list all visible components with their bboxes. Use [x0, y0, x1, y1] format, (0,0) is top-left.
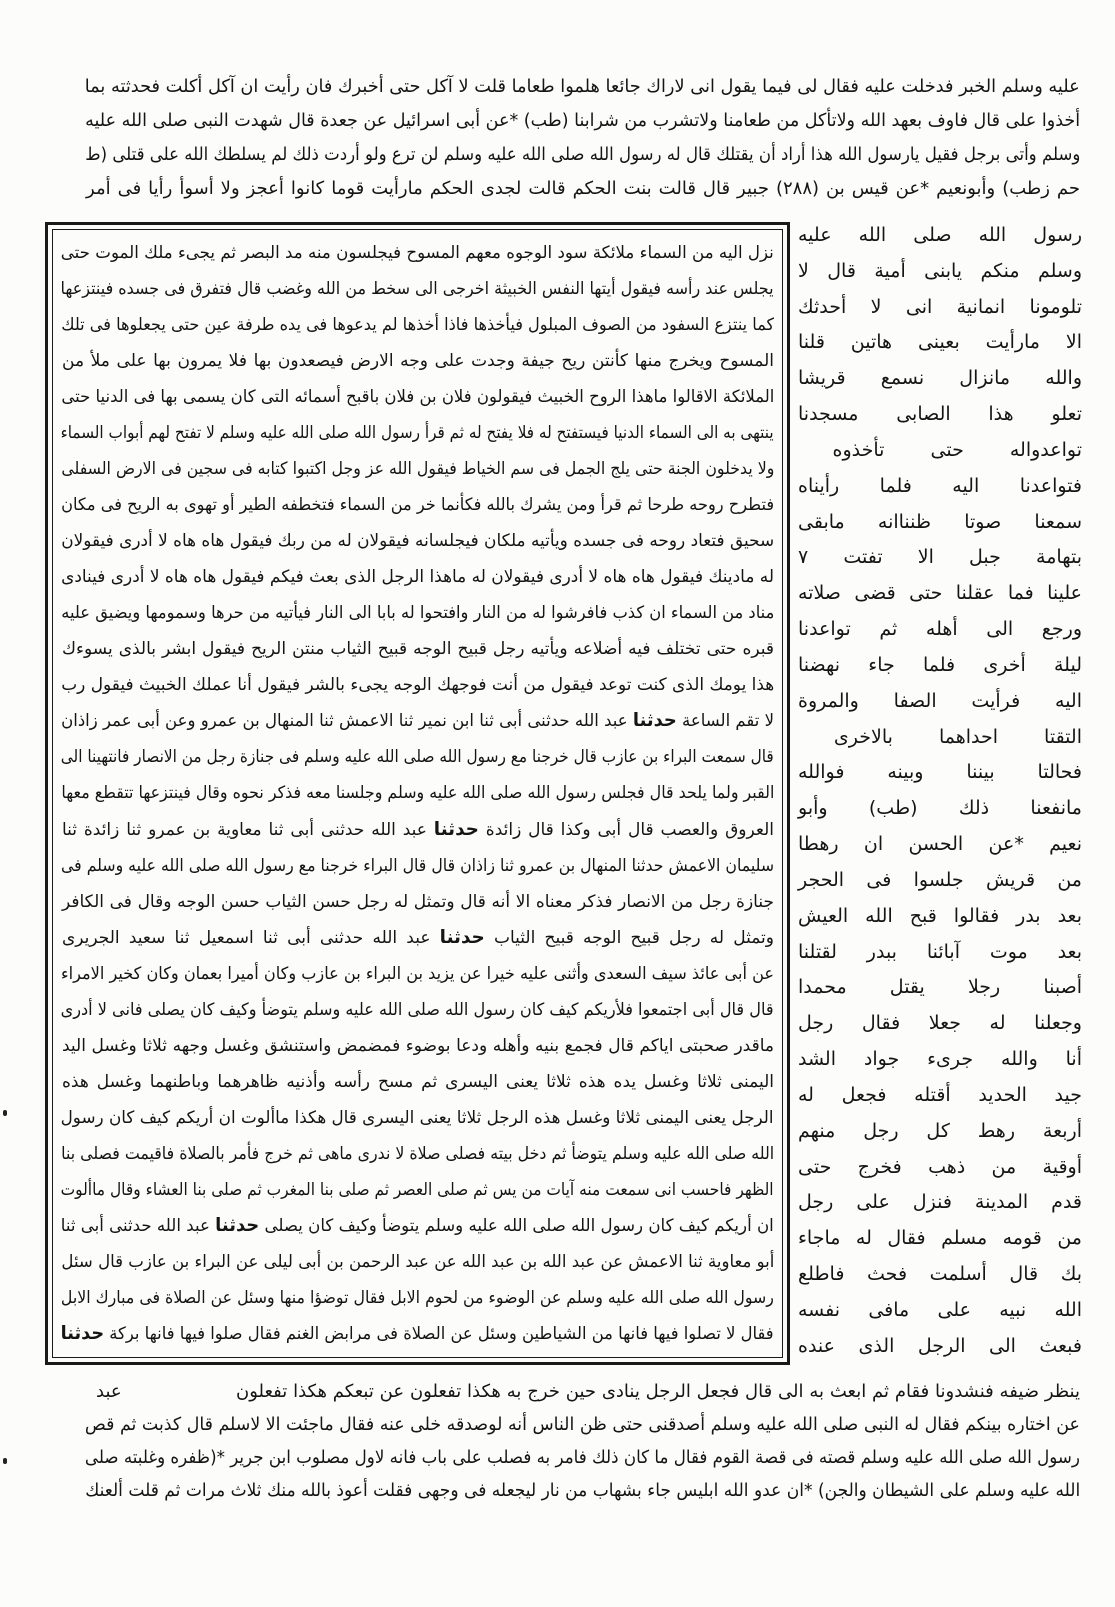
- main-line-5-text: الملائكة الاقالوا ماهذا الروح الخبيث فيقولون فلان بن فلان باقبح أسمائه التى كان يسمى بها فى الدنيا حتى: [61, 387, 774, 408]
- margin-line-19: [797, 863, 1082, 897]
- main-line-17-post: عبد الله حدثنى أبى ثنا معاوية بن عمرو ثنا زائدة ثنا: [61, 819, 427, 840]
- margin-commentary: [797, 218, 1082, 1363]
- margin-line-30: [797, 1257, 1082, 1291]
- page-number: (٢٨٨): [775, 178, 820, 199]
- margin-line-16: [797, 755, 1082, 789]
- main-line-9: [61, 524, 774, 558]
- margin-line-15-text: التقتا احداهما بالاخرى: [833, 725, 1082, 748]
- margin-line-20: [797, 899, 1082, 933]
- top-line-2: [85, 104, 1080, 138]
- main-line-1: [61, 236, 774, 270]
- margin-line-2-text: وسلم منكم يابنى أمية قال لا: [798, 259, 1082, 282]
- main-line-12: [61, 632, 774, 666]
- margin-line-20-text: بعد بدر فقالوا قبح الله العيش: [798, 904, 1082, 927]
- main-line-24-text: اليمنى ثلاثا وغسل يده هذه ثلاثا يعنى اليسرى ثم مسح رأسه وأذنيه ظاهرهما وباطنهما وغسل هذه: [62, 1071, 774, 1092]
- margin-line-27: [797, 1150, 1082, 1184]
- main-line-16-text: القبر ولما يلحد قال فجلس رسول الله صلى الله عليه وسلم وجلسنا معه فذكر نحوه وقال فينتزعها تتقطع معها: [61, 783, 774, 804]
- main-line-14-post: عبد الله حدثنى أبى ثنا ابن نمير ثنا الاعمش ثنا المنهال بن عمرو وعن أبى عمر زاذان: [61, 711, 628, 732]
- margin-line-5-text: والله مانزال نسمع قريشا: [798, 367, 1082, 390]
- margin-line-27-text: أوقية من ذهب فخرج حتى: [798, 1155, 1082, 1178]
- main-line-31-pre: فقال لا تصلوا فيها فانها من الشياطين وسئل عن الصلاة فى مرابض الغنم فقال صلوا فيها فانها بركة: [109, 1323, 774, 1344]
- main-line-26: [61, 1137, 774, 1171]
- bottom-line-1: [235, 1375, 1080, 1408]
- margin-line-30-text: بك قال أسلمت فحث فاطلع: [798, 1263, 1082, 1286]
- main-line-13: [61, 668, 774, 702]
- main-line-14-pre: لا تقم الساعة: [681, 711, 774, 732]
- main-line-27-text: الظهر فاحسب انى سمعت منه آيات من يس ثم صلى العصر ثم صلى بنا المغرب ثم صلى بنا العشاء وقال ماألوت: [61, 1179, 774, 1200]
- main-line-21: [61, 957, 774, 991]
- main-line-17-text: [62, 813, 774, 847]
- main-line-28-pre: ان أريكم كيف كان رسول الله صلى الله عليه وسلم يتوضأ وكيف كان يصلى: [264, 1215, 774, 1236]
- margin-line-8-text: فتواعدنا اليه فلما رأيناه: [798, 474, 1082, 497]
- main-line-21-text: عن أبى عائذ سيف السعدى وأثنى عليه خيرا عن يزيد بن البراء بن عازب وكان أميرا بعمان وكان كخير الامراء: [61, 963, 774, 984]
- margin-line-26: [797, 1114, 1082, 1148]
- main-line-14: [61, 704, 774, 738]
- main-line-3-text: كما ينتزع السفود من الصوف المبلول فيأخذها فاذا أخذها لم يدعوها فى يده طرفة عين حتى يجعلوها فى تلك: [61, 315, 774, 336]
- margin-line-23-text: وجعلنا له جعلا فقال رجل: [798, 1012, 1082, 1035]
- margin-line-1-text: رسول الله صلى الله عليه: [798, 224, 1082, 246]
- margin-line-32: [797, 1329, 1082, 1363]
- main-line-11-text: مناد من السماء ان كذب فافرشوا له من النار وافتحوا له بابا الى النار فيأتيه من حرها وسمومها ويضيق عليه: [61, 603, 774, 624]
- main-line-24: [61, 1065, 774, 1099]
- scan-speck: [3, 1458, 7, 1464]
- margin-line-8: [797, 469, 1082, 503]
- main-line-14-text: [61, 704, 774, 738]
- margin-line-21-text: بعد موت آبائنا ببدر لقتلنا: [798, 940, 1082, 963]
- margin-line-13-text: ليلة أخرى فلما جاء نهضنا: [798, 653, 1082, 676]
- margin-line-11: [797, 576, 1082, 610]
- margin-line-2: [797, 254, 1082, 288]
- main-line-2-text: يجلس عند رأسه فيقول أيتها النفس الخبيثة اخرجى الى سخط من الله وغضب قال فتفرق فى جسده فينتزعها: [61, 279, 774, 300]
- margin-line-7: [797, 433, 1082, 467]
- margin-line-25-text: جيد الحديد أقتله فجعل له: [798, 1083, 1082, 1106]
- main-line-4: [61, 344, 774, 378]
- margin-line-10: [797, 540, 1082, 574]
- bottom-text-block: [85, 1375, 1080, 1507]
- main-line-30: [61, 1281, 774, 1315]
- margin-line-9-text: سمعنا صوتا ظنناانه مابقى: [798, 510, 1082, 533]
- main-line-15: [61, 740, 774, 774]
- hadathana-marker: حدثنا: [433, 818, 479, 840]
- bottom-line-2-text: عن اختاره بينكم فقال له النبى صلى الله عليه وسلم أصدقنى حتى ظن الناس أنه لوصدقه خلى عنه فقال ماجئت الا لاسلم قال كذبت ثم قص: [85, 1414, 1080, 1435]
- margin-line-17-text: مانفعنا ذلك (طب) وأبو: [798, 797, 1082, 820]
- margin-line-7-text: تواعدواله حتى تأخذوه: [832, 438, 1082, 461]
- margin-line-5: [797, 361, 1082, 395]
- margin-line-12-text: ورجع الى أهله ثم تواعدنا: [798, 618, 1082, 641]
- main-line-16: [61, 776, 774, 810]
- top-line-1-text: عليه وسلم الخبر فدخلت عليه فقال لى فيما يقول انى لاراك جائعا هلموا طعاما قلت لا آكل حتى أخبرك فان رأيت ان آكل أكلت فحدثته بما: [85, 76, 1080, 97]
- top-line-4-before: حم زطب) وأبونعيم *عن قيس بن: [826, 178, 1080, 199]
- main-line-20-text: [62, 921, 774, 955]
- main-line-8-text: فتطرح روحه طرحا ثم قرأ ومن يشرك بالله فكأنما خر من السماء فتخطفه الطير أو تهوى به الريح فى مكان: [61, 495, 774, 516]
- main-line-28: [61, 1209, 774, 1243]
- margin-line-17: [797, 791, 1082, 825]
- main-line-26-text: الله صلى الله عليه وسلم يتوضأ ثم دخل بيته فصلى صلاة لا ندرى ماهى ثم خرج فأمر بالصلاة فاقيمت فصلى بنا: [61, 1143, 774, 1164]
- main-line-28-post: عبد الله حدثنى أبى ثنا: [61, 1215, 211, 1236]
- main-line-25: [61, 1101, 774, 1135]
- margin-line-13: [797, 648, 1082, 682]
- main-line-18-text: سليمان الاعمش حدثنا المنهال بن عمرو ثنا زاذان قال قال البراء خرجنا مع رسول الله صلى الله عليه وسلم فى: [61, 855, 774, 876]
- main-line-4-text: المسوح ويخرج منها كأنتن ريح جيفة وجدت على وجه الارض فيصعدون بها فلا يمرون بها على ملأ من: [62, 351, 774, 372]
- main-line-19-text: جنازة رجل من الانصار فذكر معناه الا أنه قال وتمثل له رجل حسن الثياب حسن الوجه وقال فى الكافر: [62, 891, 774, 912]
- main-line-11: [61, 596, 774, 630]
- margin-line-1: [797, 218, 1082, 252]
- main-line-27: [61, 1173, 774, 1207]
- margin-line-3-text: تلومونا انمانية انى لا أحدثك: [798, 295, 1082, 318]
- margin-line-22-text: أصبنا رجلا يقتل محمدا: [798, 976, 1082, 999]
- margin-line-29-text: من قومه مسلم فقال له ماجاء: [798, 1227, 1082, 1250]
- main-line-1-text: نزل اليه من السماء ملائكة سود الوجوه معهم المسوح فيجلسون منه مد البصر ثم يجىء ملك الموت حتى: [61, 243, 774, 263]
- top-line-1: [85, 70, 1080, 104]
- main-text-block: [52, 229, 783, 1358]
- margin-line-25: [797, 1078, 1082, 1112]
- main-line-7: [61, 452, 774, 486]
- main-line-28-text: [61, 1209, 774, 1243]
- scan-speck: [3, 1110, 7, 1116]
- main-line-20-pre: وتمثل له رجل قبيح الوجه قبيح الثياب: [493, 927, 774, 948]
- main-line-2: [61, 272, 774, 306]
- top-line-3-text: وسلم وأتى برجل فقيل يارسول الله هذا أراد أن يقتلك قال له رسول الله صلى الله عليه وسلم لن ترع ولو أردت ذلك لم يسلطك الله على قتلى (ط: [85, 144, 1080, 165]
- main-line-18: [61, 849, 774, 883]
- margin-line-18: [797, 827, 1082, 861]
- top-line-4: [85, 172, 1080, 206]
- margin-line-24-text: أنا والله جرىء جواد الشد: [798, 1048, 1082, 1071]
- margin-line-21: [797, 935, 1082, 969]
- main-line-5: [61, 380, 774, 414]
- main-line-15-text: قال سمعت البراء بن عازب قال خرجنا مع رسول الله صلى الله عليه وسلم فى جنازة رجل من الانصار فانتهينا الى: [61, 747, 774, 768]
- top-line-2-text: أخذوا على قال فاوف بعهد الله ولاتأكل من طعامنا ولاتشرب من شرابنا (طب) *عن أبى اسرائيل عن جعدة قال شهدت النبى صلى الله عليه: [85, 110, 1080, 131]
- margin-line-9: [797, 505, 1082, 539]
- margin-line-31-text: الله نبيه على مافى نفسه: [798, 1298, 1082, 1321]
- main-line-29-text: أبو معاوية ثنا الاعمش عن عبد الله بن عبد الله عن عبد الرحمن بن أبى ليلى عن البراء بن عازب قال سئل: [61, 1251, 774, 1272]
- bottom-line-1-text: ينظر ضيفه فنشدونا فقام ثم ابعث به الى قال فجعل الرجل ينادى حين خرج به هكذا تفعلون عن تبعكم هكذا تفعلون: [236, 1381, 1080, 1402]
- margin-line-18-text: نعيم *عن الحسن ان رهطا: [798, 833, 1082, 856]
- margin-line-14-text: اليه فرأيت الصفا والمروة: [798, 689, 1082, 712]
- main-line-23-text: ماقدر صحبتى اياكم قال فجمع بنيه وأهله ودعا بوضوء فمضمض واستنشق وغسل وجهه ثلاثا وغسل اليد: [62, 1035, 774, 1056]
- margin-line-28: [797, 1185, 1082, 1219]
- main-line-6-text: ينتهى به الى السماء الدنيا فيستفتح له فلا يفتح له ثم قرأ رسول الله صلى الله عليه وسلم لا تفتح لهم أبواب السماء: [61, 423, 774, 444]
- margin-line-14: [797, 684, 1082, 718]
- margin-line-22: [797, 970, 1082, 1004]
- main-line-30-text: رسول الله صلى الله عليه وسلم عن الوضوء من لحوم الابل فقال توضؤا منها وسئل عن الصلاة فى مبارك الابل: [61, 1287, 774, 1308]
- bottom-line-4: [85, 1474, 1080, 1507]
- main-line-20-post: عبد الله حدثنى أبى ثنا اسمعيل ثنا سعيد الجريرى: [61, 927, 431, 948]
- main-line-9-text: سحيق فتعاد روحه فى جسده ويأتيه ملكان فيجلسانه فيقولان له من ربك فيقول هاه هاه لا أدرى فيقولان: [61, 531, 774, 552]
- main-line-19: [61, 885, 774, 919]
- margin-line-10-text: بتهامة جبل الا تفتت ٧: [798, 546, 1082, 569]
- main-line-3: [61, 308, 774, 342]
- bottom-line-4-text: الله عليه وسلم على الشيطان والجن) *ان عدو الله ابليس جاء بشهاب من نار ليجعله فى وجهى فقلت أعوذ بالله منك ثلاث مرات ثم قلت ألعنك: [85, 1480, 1080, 1501]
- main-line-29: [61, 1245, 774, 1279]
- top-line-3: [85, 138, 1080, 172]
- main-line-17-pre: العروق والعصب قال أبى وكذا قال زائدة: [485, 819, 774, 840]
- margin-line-11-text: علينا فما عقلنا حتى قضى صلاته: [798, 582, 1082, 605]
- margin-line-4-text: الا مارأيت بعينى هاتين قلنا: [798, 331, 1082, 354]
- top-text-block: [85, 70, 1080, 206]
- bottom-line-3: [85, 1441, 1080, 1474]
- bottom-line-3-text: رسول الله صلى الله عليه وسلم قصته فى قصة القوم فقال ما كان ذلك فامر به فصلب على باب فانه لاول مصلوب ابن جرير *(ظفره وغلبته صلى: [85, 1447, 1080, 1468]
- margin-line-23: [797, 1006, 1082, 1040]
- margin-line-3: [797, 290, 1082, 324]
- main-line-22: [61, 993, 774, 1027]
- main-text-frame: [45, 222, 790, 1365]
- bottom-line-2: [85, 1408, 1080, 1441]
- hadathana-marker: حدثنا: [439, 926, 485, 948]
- main-line-20: [61, 921, 774, 955]
- margin-line-26-text: أربعة رهط كل رجل منهم: [798, 1119, 1082, 1142]
- margin-line-6: [797, 397, 1082, 431]
- margin-line-24: [797, 1042, 1082, 1076]
- top-line-4-text: [86, 172, 1080, 206]
- hadathana-marker: حدثنا: [215, 1214, 260, 1236]
- main-line-8: [61, 488, 774, 522]
- main-line-31: [61, 1317, 774, 1351]
- margin-line-31: [797, 1293, 1082, 1327]
- margin-line-6-text: تعلو هذا الصابى مسجدنا: [798, 403, 1082, 426]
- main-line-10: [61, 560, 774, 594]
- margin-line-12: [797, 612, 1082, 646]
- main-line-6: [61, 416, 774, 450]
- margin-line-15: [797, 720, 1082, 754]
- main-line-31-text: [61, 1317, 774, 1351]
- catchword: عبد: [96, 1381, 122, 1402]
- hadathana-marker: حدثنا: [61, 1322, 105, 1344]
- main-line-13-text: هذا يومك الذى كنت توعد فيقول من أنت فوجهك الوجه يجىء بالشر فيقول أنا عملك الخبيث فيقول رب: [61, 675, 774, 696]
- main-line-7-text: ولا يدخلون الجنة حتى يلج الجمل فى سم الخياط فيقول الله عز وجل اكتبوا كتابه فى سجين فى الارض السفلى: [61, 459, 774, 480]
- main-line-17: [61, 813, 774, 847]
- margin-line-16-text: فحالتا بيننا وبينه فوالله: [798, 761, 1082, 784]
- margin-line-28-text: قدم المدينة فنزل على رجل: [798, 1191, 1082, 1214]
- main-line-12-text: قبره حتى تختلف فيه أضلاعه ويأتيه رجل قبيح الوجه قبيح الثياب منتن الريح فيقول ابشر بالذى يسوءك: [62, 639, 774, 660]
- margin-line-19-text: من قريش جلسوا فى الحجر: [798, 868, 1082, 891]
- main-line-25-text: الرجل يعنى اليمنى ثلاثا وغسل هذه الرجل ثلاثا يعنى اليسرى قال هكذا ماألوت ان أريكم كيف كان رسول: [61, 1107, 774, 1128]
- margin-line-4: [797, 325, 1082, 359]
- main-line-10-text: له مادينك فيقول هاه هاه لا أدرى فيقولان له ماهذا الرجل الذى بعث فيكم فيقول هاه هاه لا أدرى فينادى: [61, 567, 774, 588]
- main-line-23: [61, 1029, 774, 1063]
- hadathana-marker: حدثنا: [632, 710, 677, 732]
- margin-line-32-text: فبعث الى الرجل الذى عنده: [798, 1334, 1082, 1357]
- main-line-22-text: قال قال أبى اجتمعوا فلأريكم كيف كان رسول الله صلى الله عليه وسلم يتوضأ وكيف كان يصلى فانى لا أدرى: [61, 999, 774, 1020]
- margin-line-29: [797, 1221, 1082, 1255]
- top-line-4-after: جبير قال قالت بنت الحكم قالت لجدى الحكم مارأيت قوما كانوا أعجز ولا أسوأ رأيا فى أمر: [86, 178, 769, 199]
